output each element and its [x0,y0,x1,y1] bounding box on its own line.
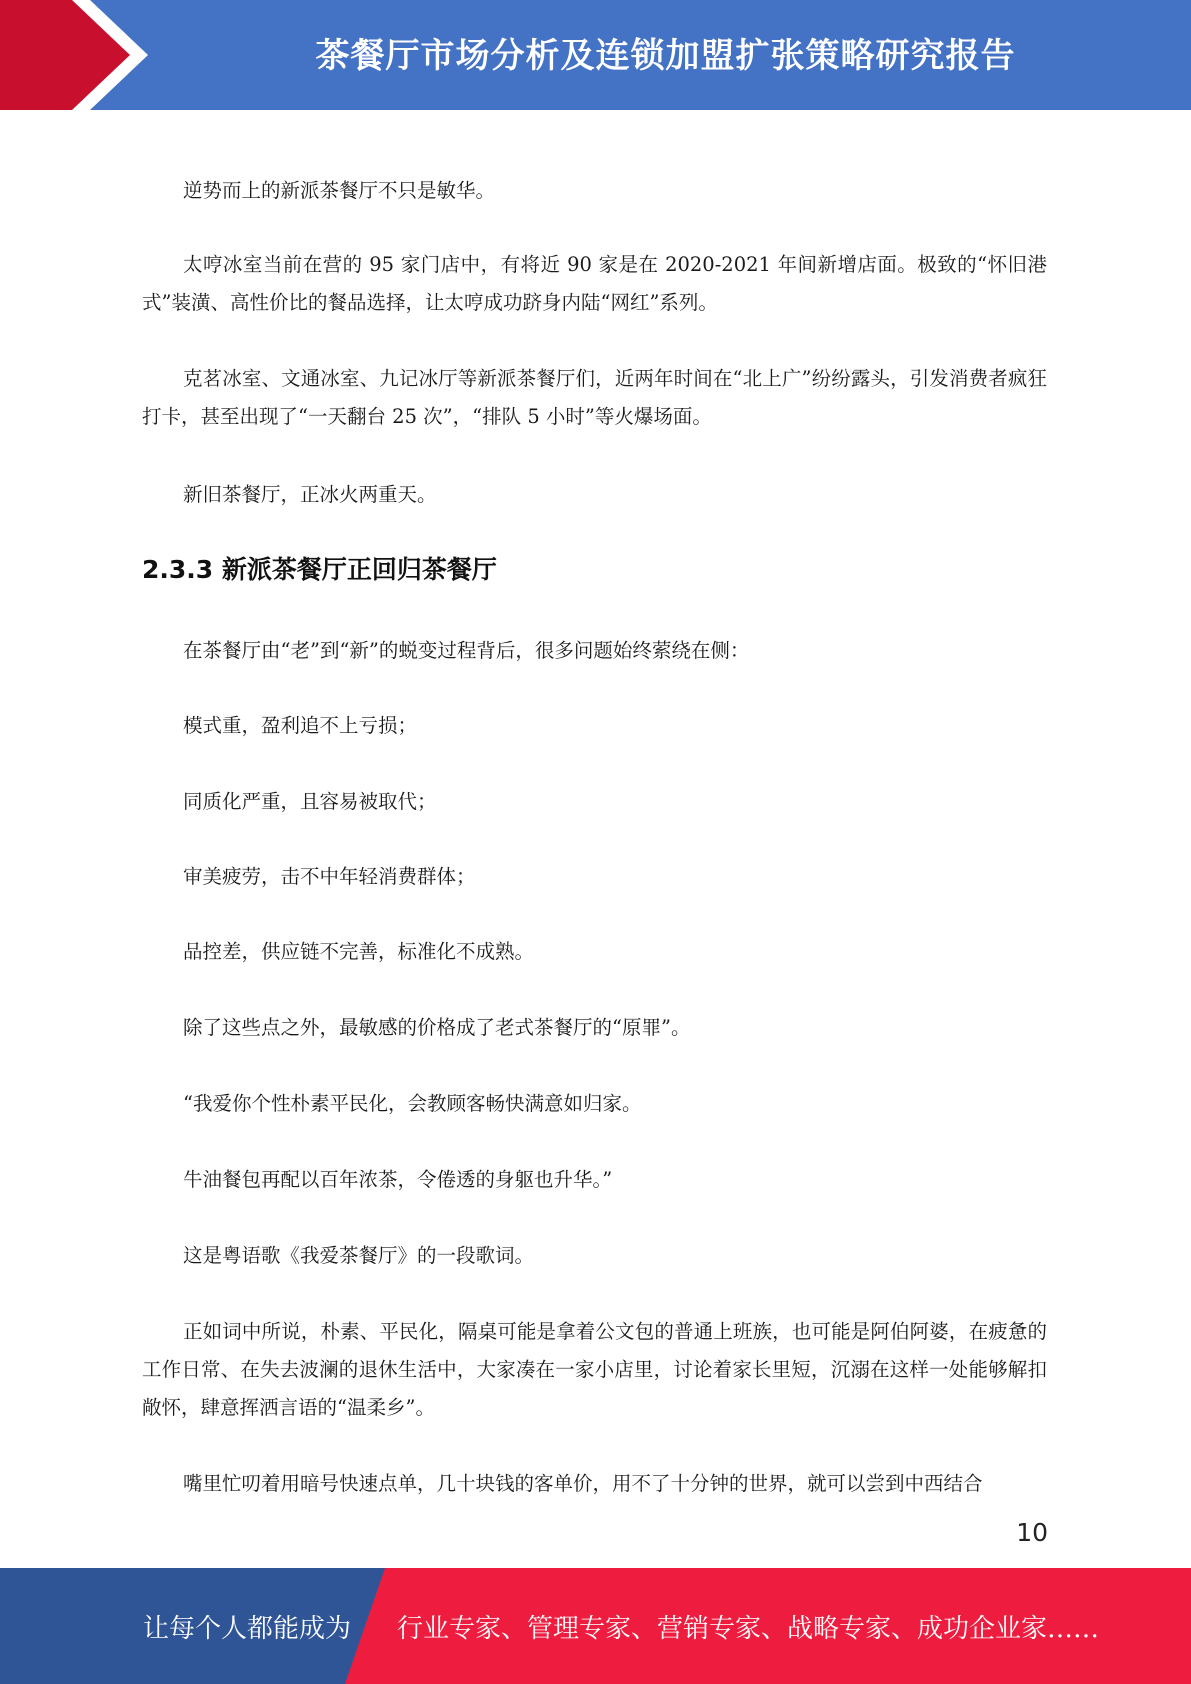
paragraph: 同质化严重，且容易被取代； [183,790,437,813]
lyric-line: “我爱你个性朴素平民化，会教顾客畅快满意如归家。 [183,1092,642,1115]
header-arrow-decoration [0,0,160,110]
page-number: 10 [1016,1518,1048,1547]
footer-slogan-right: 行业专家、管理专家、营销专家、战略专家、成功企业家…… [397,1613,1100,1644]
section-heading: 2.3.3 新派茶餐厅正回归茶餐厅 [142,555,497,584]
paragraph: 这是粤语歌《我爱茶餐厅》的一段歌词。 [183,1244,535,1267]
footer-slogan-left: 让每个人都能成为 [143,1613,352,1644]
paragraph: 逆势而上的新派茶餐厅不只是敏华。 [183,179,496,202]
footer-banner [0,1568,1191,1684]
paragraph: 嘴里忙叨着用暗号快速点单，几十块钱的客单价，用不了十分钟的世界，就可以尝到中西结合 [183,1472,983,1495]
paragraph: 正如词中所说，朴素、平民化，隔桌可能是拿着公文包的普通上班族，也可能是阿伯阿婆，在疲惫的工作日常、在失去波澜的退休生活中，大家凑在一家小店里，讨论着家长里短，沉溺在这样一处能够解扣敞怀，肆意挥洒言语的“温柔乡”。 [142,1320,1047,1419]
header-banner [0,0,1191,110]
paragraph: 品控差，供应链不完善，标准化不成熟。 [183,940,535,963]
report-title: 茶餐厅市场分析及连锁加盟扩张策略研究报告 [315,35,1016,76]
paragraph: 克茗冰室、文通冰室、九记冰厅等新派茶餐厅们，近两年时间在“北上广”纷纷露头，引发消费者疯狂打卡，甚至出现了“一天翻台 25 次”，“排队 5 小时”等火爆场面。 [142,367,1047,428]
paragraph: 新旧茶餐厅，正冰火两重天。 [183,483,437,506]
paragraph: 审美疲劳，击不中年轻消费群体； [183,865,476,888]
paragraph: 除了这些点之外，最敏感的价格成了老式茶餐厅的“原罪”。 [183,1016,691,1039]
lyric-line: 牛油餐包再配以百年浓茶，令倦透的身躯也升华。” [183,1168,613,1191]
paragraph: 太哼冰室当前在营的 95 家门店中，有将近 90 家是在 2020-2021 年间新增店面。极致的“怀旧港式”装潢、高性价比的餐品选择，让太哼成功跻身内陆“网红”系列。 [142,253,1047,314]
paragraph: 在茶餐厅由“老”到“新”的蜕变过程背后，很多问题始终萦绕在侧： [183,639,750,662]
paragraph: 模式重，盈利追不上亏损； [183,714,418,737]
